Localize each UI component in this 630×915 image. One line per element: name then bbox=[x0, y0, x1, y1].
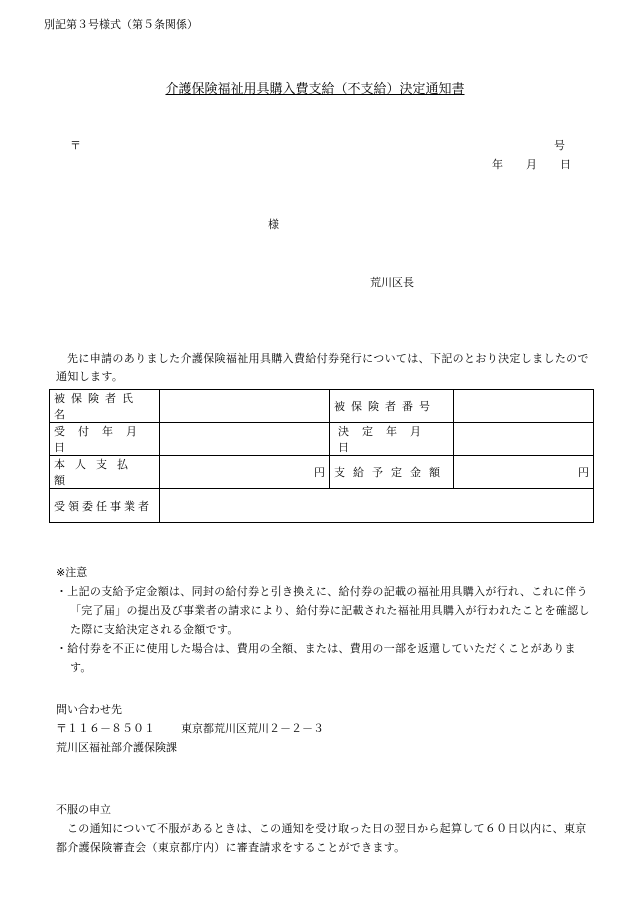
objection-heading: 不服の申立 bbox=[56, 803, 111, 816]
postal-mark: 〒 bbox=[70, 139, 81, 152]
issue-date bbox=[492, 156, 571, 172]
contact-section bbox=[56, 700, 324, 757]
notes-heading: ※注意 bbox=[56, 566, 88, 579]
document-title-text: 介護保険福祉用具購入費支給（不支給）決定通知書 bbox=[165, 82, 465, 97]
notes-section bbox=[56, 563, 596, 677]
document-number-label: 号 bbox=[554, 139, 565, 152]
entrusted-provider-value bbox=[160, 489, 594, 523]
contact-address-line bbox=[56, 719, 324, 738]
date-year-label: 年 bbox=[492, 158, 503, 171]
table-row bbox=[50, 456, 594, 489]
insured-name-label: 被保険者氏名 bbox=[50, 390, 160, 423]
table-row bbox=[50, 423, 594, 456]
insured-number-value bbox=[454, 390, 594, 423]
contact-heading: 問い合わせ先 bbox=[56, 703, 122, 716]
objection-section bbox=[56, 800, 596, 857]
note-item: ・給付券を不正に使用した場合は、費用の全額、または、費用の一部を返還していただくことがあります。 bbox=[56, 642, 576, 674]
form-label: 別記第３号様式（第５条関係） bbox=[44, 18, 198, 31]
planned-payment-yen: 円 bbox=[454, 456, 594, 489]
planned-payment-label: 支給予定金額 bbox=[330, 456, 454, 489]
table-row bbox=[50, 489, 594, 523]
note-item: ・上記の支給予定金額は、同封の給付券と引き換えに、給付券の記載の福祉用具購入が行れ、これに伴う「完了届」の提出及び事業者の請求により、給付券に記載された福祉用具購入が行われたことを確認した際に支給決定される金額です。 bbox=[56, 585, 590, 636]
objection-body: この通知について不服があるときは、この通知を受け取った日の翌日から起算して６０日以内に、東京都介護保険審査会（東京都庁内）に審査請求をすることができます。 bbox=[56, 822, 587, 854]
document-title bbox=[0, 78, 630, 97]
contact-postal-code: 〒１１６－８５０１ bbox=[56, 722, 155, 735]
decision-date-value bbox=[454, 423, 594, 456]
table-row bbox=[50, 390, 594, 423]
insured-number-label: 被保険者番号 bbox=[330, 390, 454, 423]
notice-paragraph: 先に申請のありました介護保険福祉用具購入費給付券発行については、下記のとおり決定しましたので通知します。 bbox=[56, 352, 589, 383]
issuer-name: 荒川区長 bbox=[370, 276, 414, 289]
self-payment-label: 本人支払額 bbox=[50, 456, 160, 489]
entrusted-provider-label: 受領委任事業者 bbox=[50, 489, 160, 523]
reception-date-value bbox=[160, 423, 330, 456]
date-day-label: 日 bbox=[560, 158, 571, 171]
decision-table bbox=[49, 389, 594, 523]
date-month-label: 月 bbox=[526, 158, 537, 171]
insured-name-value bbox=[160, 390, 330, 423]
contact-department: 荒川区福祉部介護保険課 bbox=[56, 741, 177, 754]
contact-address: 東京都荒川区荒川２－２－３ bbox=[181, 722, 324, 735]
decision-date-label: 決定年月日 bbox=[330, 423, 454, 456]
recipient-honorific: 様 bbox=[268, 218, 279, 231]
reception-date-label: 受付年月日 bbox=[50, 423, 160, 456]
self-payment-yen: 円 bbox=[160, 456, 330, 489]
